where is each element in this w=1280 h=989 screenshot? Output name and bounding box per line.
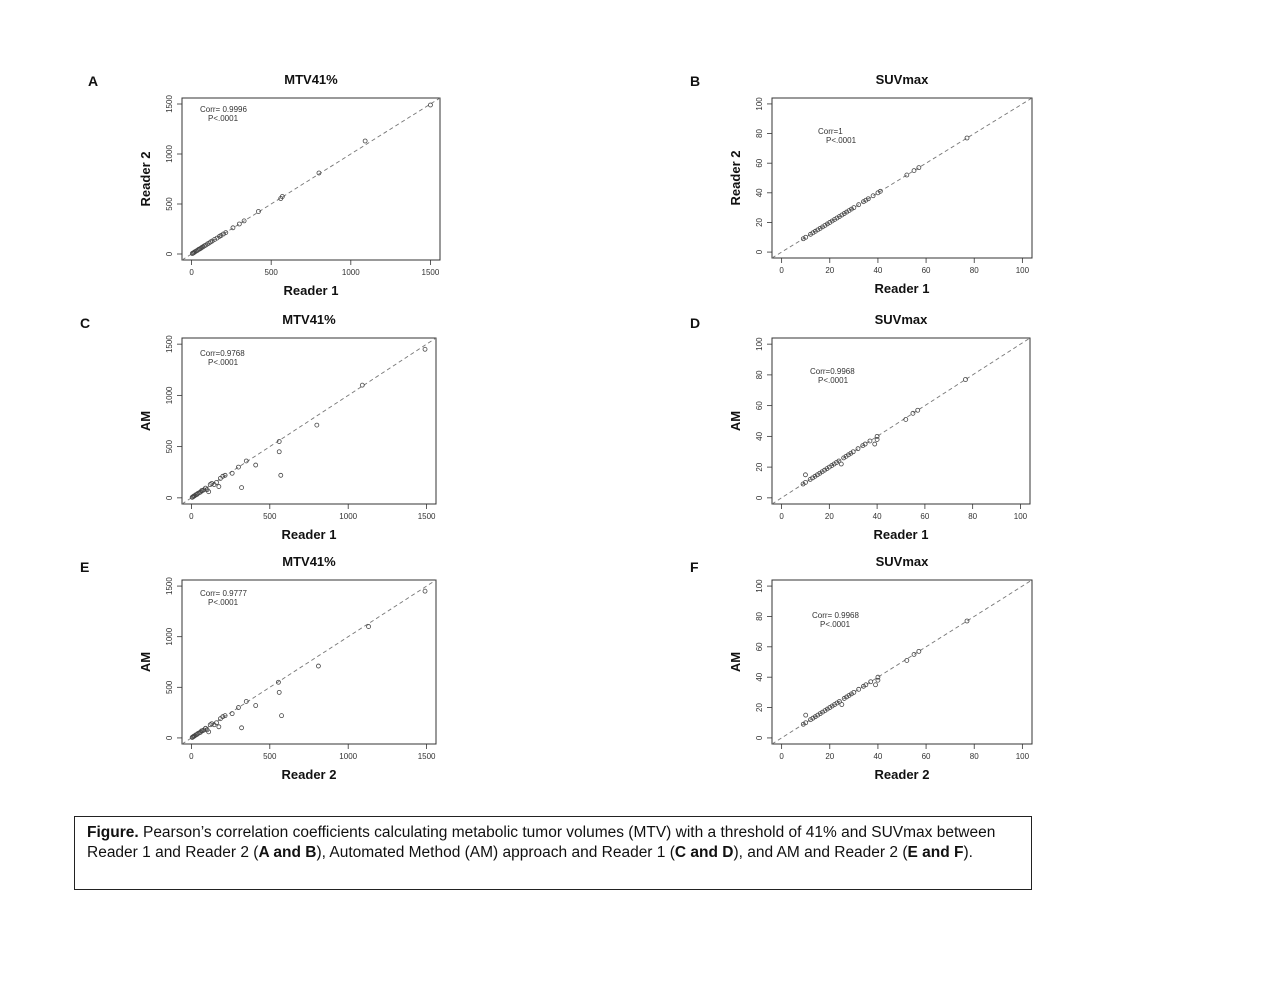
- data-point: [254, 463, 258, 467]
- y-tick-label: 20: [755, 217, 764, 227]
- data-point: [857, 687, 861, 691]
- chart-title: MTV41%: [282, 312, 336, 327]
- correlation-annotation: P<.0001: [208, 358, 239, 367]
- data-point: [254, 704, 258, 708]
- scatter-chart-d: [720, 308, 1040, 544]
- data-point: [217, 725, 221, 729]
- y-tick-label: 60: [755, 642, 764, 652]
- scatter-chart-b: [720, 64, 1040, 296]
- y-axis-label: AM: [728, 651, 743, 673]
- y-axis-label: AM: [728, 410, 743, 432]
- y-tick-label: 0: [755, 249, 764, 255]
- data-point: [916, 408, 920, 412]
- data-point: [363, 139, 367, 143]
- x-tick-label: 20: [824, 512, 834, 521]
- data-point: [316, 664, 320, 668]
- scatter-chart-a: [130, 64, 450, 296]
- panel-letter-c: C: [80, 315, 91, 331]
- y-tick-label: 1000: [165, 145, 174, 163]
- data-point: [874, 683, 878, 687]
- data-point: [423, 589, 427, 593]
- y-axis-label: Reader 2: [138, 151, 153, 207]
- correlation-annotation: Corr=0.9968: [810, 367, 855, 376]
- data-point: [965, 619, 969, 623]
- data-point: [965, 136, 969, 140]
- correlation-annotation: Corr=1: [818, 127, 843, 136]
- data-point: [230, 712, 234, 716]
- caption-text-4: ).: [963, 844, 973, 861]
- correlation-annotation: P<.0001: [208, 114, 239, 123]
- data-point: [280, 714, 284, 718]
- data-point: [840, 703, 844, 707]
- data-point: [217, 485, 221, 489]
- correlation-annotation: Corr= 0.9996: [200, 105, 247, 114]
- data-point: [277, 690, 281, 694]
- caption-bold-1: A and B: [258, 844, 317, 861]
- scatter-chart-c: [130, 308, 450, 544]
- x-tick-label: 40: [872, 512, 882, 521]
- y-tick-label: 80: [755, 129, 764, 139]
- data-point: [839, 462, 843, 466]
- x-tick-label: 1000: [339, 752, 358, 761]
- data-point: [803, 473, 807, 477]
- data-point: [277, 450, 281, 454]
- data-point: [871, 194, 875, 198]
- scatter-chart-f: [720, 552, 1040, 782]
- x-tick-label: 1000: [341, 268, 360, 277]
- chart-title: SUVmax: [874, 312, 928, 327]
- y-tick-label: 1500: [165, 95, 174, 113]
- x-tick-label: 20: [825, 752, 835, 761]
- x-tick-label: 500: [264, 268, 278, 277]
- y-tick-label: 1000: [165, 627, 174, 646]
- x-tick-label: 1500: [421, 268, 440, 277]
- y-tick-label: 100: [755, 579, 764, 593]
- x-tick-label: 100: [1013, 512, 1028, 521]
- y-axis-label: Reader 2: [728, 150, 743, 206]
- data-point: [905, 658, 909, 662]
- data-point: [240, 486, 244, 490]
- x-axis-label: Reader 2: [874, 767, 930, 782]
- y-tick-label: 80: [755, 611, 764, 621]
- y-axis-label: AM: [138, 410, 153, 432]
- y-tick-label: 0: [755, 495, 764, 501]
- x-tick-label: 500: [263, 752, 277, 761]
- caption-text-2: ), Automated Method (AM) approach and Reader 1 (: [316, 844, 675, 861]
- data-point: [912, 169, 916, 173]
- y-tick-label: 40: [755, 431, 764, 441]
- x-tick-label: 60: [921, 752, 931, 761]
- panel-letter-a: A: [88, 73, 99, 89]
- correlation-annotation: Corr= 0.9777: [200, 589, 247, 598]
- chart-title: SUVmax: [875, 72, 929, 87]
- x-tick-label: 1000: [339, 512, 358, 521]
- y-tick-label: 500: [165, 197, 174, 211]
- data-point: [230, 471, 234, 475]
- y-tick-label: 0: [165, 251, 174, 257]
- data-point: [367, 625, 371, 629]
- x-axis-label: Reader 1: [281, 527, 337, 542]
- y-tick-label: 1500: [165, 577, 174, 595]
- y-tick-label: 60: [755, 401, 764, 411]
- x-axis-label: Reader 2: [281, 767, 337, 780]
- data-point: [917, 649, 921, 653]
- y-tick-label: 40: [755, 672, 764, 682]
- y-tick-label: 40: [755, 188, 764, 198]
- x-tick-label: 0: [779, 512, 784, 521]
- x-tick-label: 40: [873, 266, 883, 275]
- panel-letter-b: B: [690, 73, 701, 89]
- y-tick-label: 100: [755, 97, 764, 111]
- data-point: [856, 447, 860, 451]
- data-point: [423, 347, 427, 351]
- data-point: [236, 706, 240, 710]
- correlation-annotation: Corr=0.9768: [200, 349, 245, 358]
- y-axis-label: AM: [138, 651, 153, 673]
- scatter-chart-e: [130, 552, 450, 780]
- x-axis-label: Reader 1: [874, 281, 930, 296]
- figure-caption: [74, 816, 1032, 890]
- data-point: [428, 103, 432, 107]
- y-tick-label: 0: [755, 735, 764, 741]
- x-tick-label: 80: [969, 266, 979, 275]
- data-point: [912, 652, 916, 656]
- x-tick-label: 20: [825, 266, 835, 275]
- data-point: [279, 473, 283, 477]
- data-point: [240, 726, 244, 730]
- x-tick-label: 0: [189, 512, 194, 521]
- data-point: [315, 423, 319, 427]
- y-tick-label: 0: [165, 495, 174, 501]
- data-point: [964, 378, 968, 382]
- y-tick-label: 500: [165, 439, 174, 454]
- y-tick-label: 1500: [165, 335, 174, 354]
- x-axis-label: Reader 1: [283, 283, 339, 296]
- correlation-annotation: P<.0001: [820, 620, 851, 629]
- x-tick-label: 0: [779, 752, 784, 761]
- x-tick-label: 80: [969, 752, 979, 761]
- data-point: [917, 166, 921, 170]
- x-tick-label: 60: [921, 266, 931, 275]
- data-point: [869, 680, 873, 684]
- data-point: [231, 226, 235, 230]
- correlation-annotation: P<.0001: [208, 598, 239, 607]
- data-point: [911, 411, 915, 415]
- panel-letter-e: E: [80, 559, 90, 575]
- y-tick-label: 100: [755, 337, 764, 351]
- data-point: [904, 417, 908, 421]
- x-tick-label: 1500: [417, 752, 436, 761]
- caption-text-1: Pearson’s correlation coefficients calculating metabolic tumor volumes (MTV) with a threshold of 41% and SUVmax between Reader 1 and Reader 2 (: [87, 824, 996, 861]
- data-point: [873, 442, 877, 446]
- x-tick-label: 100: [1015, 752, 1030, 761]
- x-tick-label: 0: [189, 752, 194, 761]
- y-tick-label: 1000: [165, 386, 174, 405]
- y-tick-label: 20: [755, 703, 764, 713]
- x-tick-label: 40: [873, 752, 883, 761]
- chart-title: SUVmax: [875, 554, 929, 569]
- data-point: [237, 222, 241, 226]
- caption-bold-2: C and D: [674, 844, 734, 861]
- y-tick-label: 80: [755, 370, 764, 380]
- chart-title: MTV41%: [282, 554, 336, 569]
- data-point: [804, 713, 808, 717]
- y-tick-label: 20: [755, 462, 764, 472]
- caption-text-3: ), and AM and Reader 2 (: [733, 844, 908, 861]
- y-tick-label: 60: [755, 158, 764, 168]
- chart-title: MTV41%: [284, 72, 338, 87]
- x-axis-label: Reader 1: [873, 527, 929, 542]
- x-tick-label: 100: [1015, 266, 1030, 275]
- panel-letter-d: D: [690, 315, 701, 331]
- x-tick-label: 80: [968, 512, 978, 521]
- correlation-annotation: Corr= 0.9968: [812, 611, 859, 620]
- data-point: [236, 465, 240, 469]
- x-tick-label: 0: [189, 268, 194, 277]
- correlation-annotation: P<.0001: [826, 136, 857, 145]
- y-tick-label: 500: [165, 680, 174, 694]
- caption-lead: Figure.: [87, 824, 139, 841]
- x-tick-label: 0: [779, 266, 784, 275]
- panel-letter-f: F: [690, 559, 699, 575]
- x-tick-label: 500: [263, 512, 277, 521]
- data-point: [905, 173, 909, 177]
- x-tick-label: 1500: [417, 512, 436, 521]
- caption-bold-3: E and F: [907, 844, 964, 861]
- x-tick-label: 60: [920, 512, 930, 521]
- y-tick-label: 0: [165, 735, 174, 741]
- correlation-annotation: P<.0001: [818, 376, 849, 385]
